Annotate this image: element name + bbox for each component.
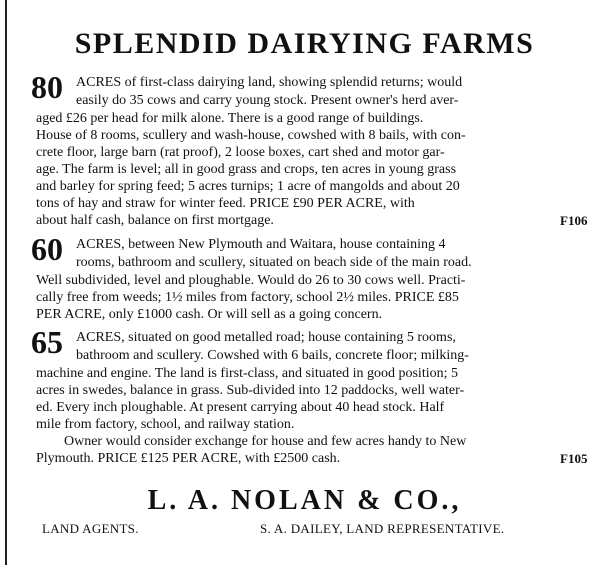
listing-2-line: Well subdivided, level and ploughable. Would do 26 to 30 cows well. Practi- (36, 273, 466, 288)
firm-name: L. A. NOLAN & CO., (147, 485, 462, 516)
ad-title: SPLENDID DAIRYING FARMS (74, 27, 535, 60)
firm-role: LAND AGENTS. (42, 521, 139, 536)
listing-1-line: easily do 35 cows and carry young stock. Present owner's herd aver- (76, 93, 459, 108)
listing-1-line: aged £26 per head for milk alone. There is a good range of buildings. (36, 111, 424, 126)
listing-1-line: and barley for spring feed; 5 acres turnips; 1 acre of mangolds and about 20 (36, 179, 460, 194)
listing-1-line: about half cash, balance on first mortgage. (36, 213, 274, 228)
column-rule (5, 0, 7, 565)
listing-3-line: ACRES, situated on good metalled road; house containing 5 rooms, (76, 330, 456, 345)
listing-1-acreage: 80 (31, 69, 63, 105)
listing-2-line: cally free from weeds; 1½ miles from factory, school 2½ miles. PRICE £85 (36, 290, 459, 305)
listing-2-line: rooms, bathroom and scullery, situated on beach side of the main road. (76, 255, 472, 270)
listing-1-line: ACRES of first-class dairying land, showing splendid returns; would (76, 75, 463, 90)
listing-1-line: age. The farm is level; all in good grass and crops, ten acres in young grass (36, 162, 457, 177)
listing-1-reference-code: F106 (560, 213, 588, 228)
listing-1-line: tons of hay and straw for winter feed. PRICE £90 PER ACRE, with (36, 196, 415, 211)
listing-3-line: mile from factory, school, and railway station. (36, 417, 295, 432)
listing-3-line: bathroom and scullery. Cowshed with 6 bails, concrete floor; milking- (76, 348, 469, 363)
listing-3-acreage: 65 (31, 324, 63, 360)
listing-3-line: machine and engine. The land is first-class, and situated in good position; 5 (36, 366, 458, 381)
listing-3-line: ed. Every inch ploughable. At present carrying about 40 head stock. Half (36, 400, 445, 415)
land-representative: S. A. DAILEY, LAND REPRESENTATIVE. (260, 521, 505, 536)
listing-1-line: crete floor, large barn (rat proof), 2 loose boxes, cart shed and motor gar- (36, 145, 445, 160)
listing-2-line: ACRES, between New Plymouth and Waitara, house containing 4 (76, 237, 446, 252)
listing-2-line: PER ACRE, only £1000 cash. Or will sell as a going concern. (36, 307, 383, 322)
listing-3-line: acres in swedes, balance in grass. Sub-divided into 12 paddocks, well water- (36, 383, 465, 398)
listing-3-reference-code: F105 (560, 451, 588, 466)
listing-2-acreage: 60 (31, 231, 63, 267)
listing-3-line: Owner would consider exchange for house and few acres handy to New (64, 434, 467, 449)
listing-1-line: House of 8 rooms, scullery and wash-house, cowshed with 8 bails, with con- (36, 128, 466, 143)
listing-3-line: Plymouth. PRICE £125 PER ACRE, with £2500 cash. (36, 451, 341, 466)
